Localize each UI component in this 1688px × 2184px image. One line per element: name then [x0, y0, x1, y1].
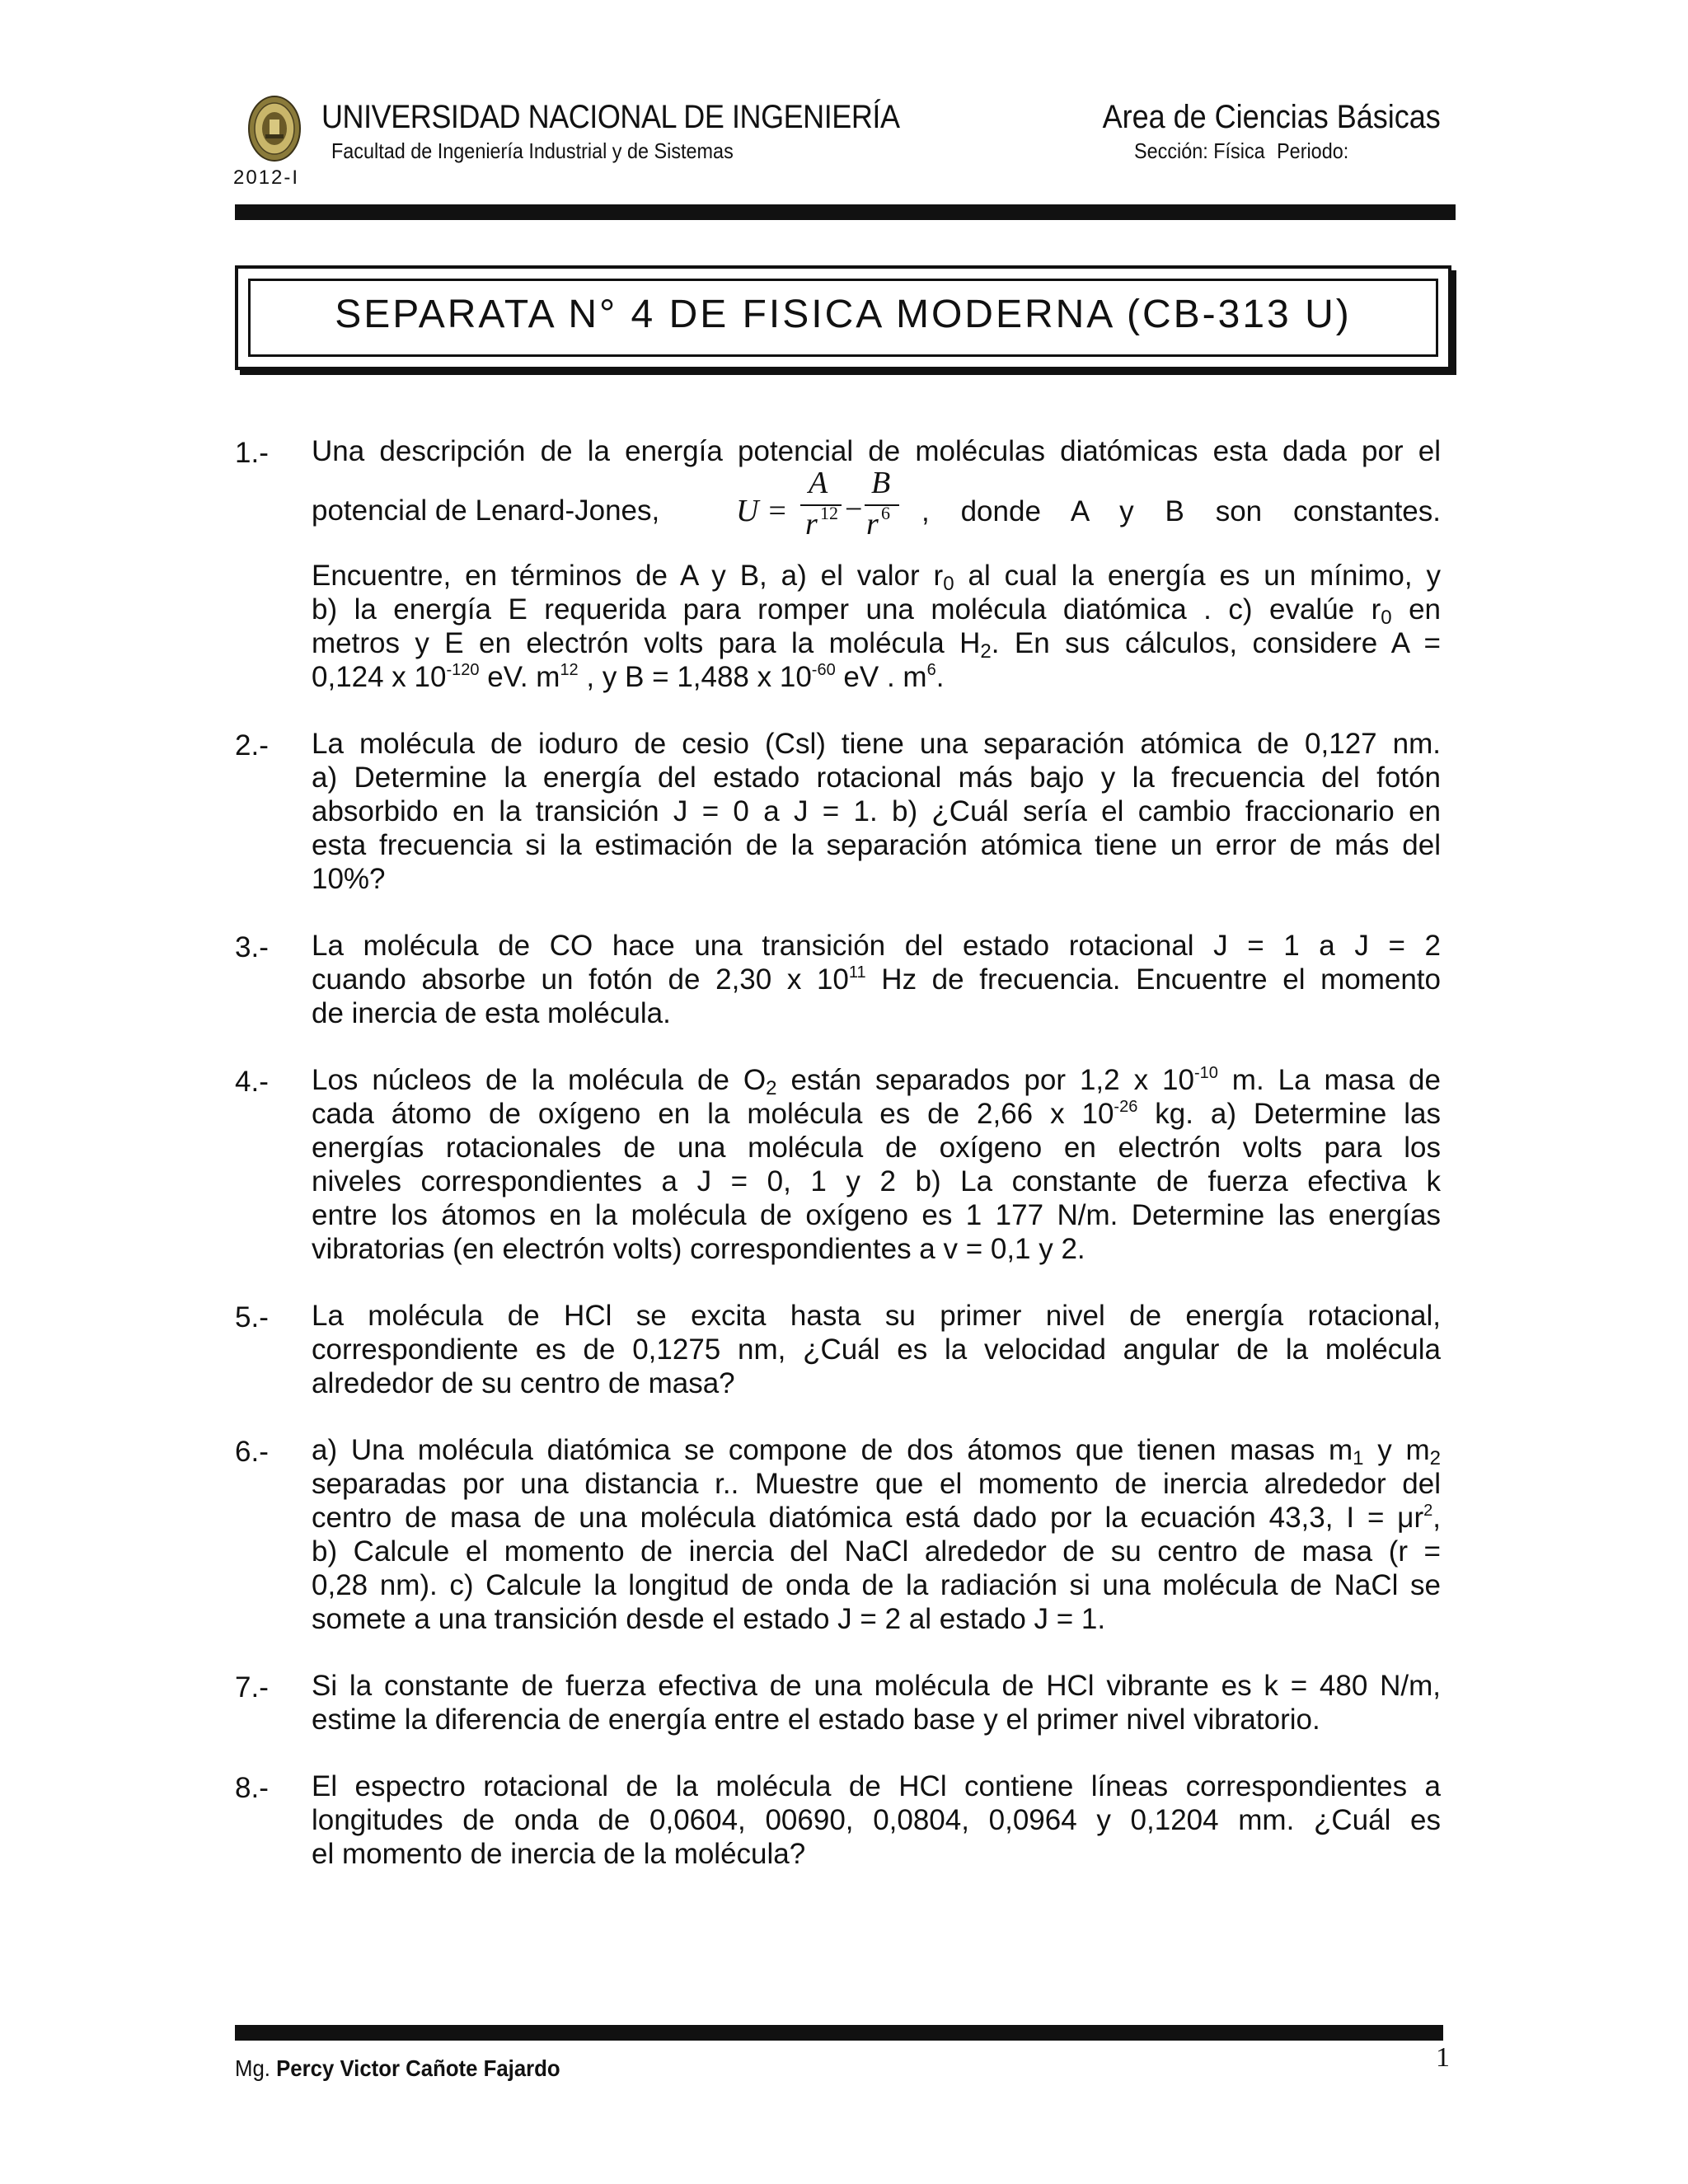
- subscript: 1: [1353, 1447, 1364, 1469]
- problem-6-line-6: somete a una transición desde el estado J = 2 al estado J = 1.: [312, 1603, 1106, 1635]
- problem-number: 3.-: [235, 931, 269, 963]
- problem-4-line-3: energías rotacionales de una molécula de oxígeno en electrón volts para los: [312, 1132, 1441, 1164]
- superscript: -120: [446, 661, 480, 679]
- text-run: cuando absorbe un fotón de 2,30 x 10: [312, 963, 849, 996]
- text-run: metros y E en electrón volts para la molécula H: [312, 627, 981, 659]
- subscript: 2: [1429, 1447, 1441, 1469]
- text-run: , y B = 1,488 x 10: [578, 661, 812, 693]
- problem-4-line-1: [312, 1063, 1441, 1097]
- formula-u: U =: [736, 494, 788, 528]
- superscript: 6: [926, 661, 936, 679]
- superscript: 2: [1423, 1502, 1433, 1520]
- formula-numerator-a: A: [809, 466, 828, 500]
- problem-8-line-2: longitudes de onda de 0,0604, 00690, 0,0804, 0,0964 y 0,1204 mm. ¿Cuál es: [312, 1804, 1441, 1836]
- problem-4-line-2: [312, 1097, 1441, 1131]
- problem-2-line-3: absorbido en la transición J = 0 a J = 1. b) ¿Cuál sería el cambio fraccionario en: [312, 795, 1441, 827]
- problem-7-line-1: Si la constante de fuerza efectiva de una molécula de HCl vibrante es k = 480 N/m,: [312, 1670, 1441, 1702]
- formula-denominator-r2: r: [866, 507, 879, 541]
- problem-8-line-3: el momento de inercia de la molécula?: [312, 1838, 806, 1870]
- text-run: Encuentre, en términos de A y B, a) el valor r: [312, 560, 944, 592]
- lennard-jones-formula: [736, 466, 901, 552]
- text-run: m. La masa de: [1217, 1064, 1441, 1096]
- text-run: a) Una molécula diatómica se compone de dos átomos que tienen masas m: [312, 1434, 1353, 1466]
- superscript: -10: [1193, 1064, 1218, 1082]
- period-label: Periodo:: [1277, 138, 1349, 163]
- title-box: [235, 265, 1451, 370]
- footer-author: [235, 2055, 560, 2082]
- text-run: . En sus cálculos, considere A =: [991, 627, 1441, 659]
- section-name: [1134, 138, 1348, 164]
- problem-2-line-1: La molécula de ioduro de cesio (Csl) tiene una separación atómica de 0,127 nm.: [312, 728, 1441, 760]
- problem-number: 5.-: [235, 1301, 269, 1333]
- problem-3-line-3: de inercia de esta molécula.: [312, 997, 671, 1029]
- formula-minus: −: [845, 492, 863, 527]
- problem-4-line-4: niveles correspondientes a J = 0, 1 y 2 b) La constante de fuerza efectiva k: [312, 1165, 1441, 1197]
- problem-number: 4.-: [235, 1066, 269, 1098]
- problem-6-line-3: [312, 1501, 1441, 1535]
- problem-1-line-4: [312, 593, 1442, 629]
- problem-2-line-4: esta frecuencia si la estimación de la separación atómica tiene un error de más del: [312, 829, 1441, 861]
- text-run: Hz de frecuencia. Encuentre el momento: [865, 963, 1441, 996]
- superscript: 12: [560, 661, 579, 679]
- faculty-name: Facultad de Ingeniería Industrial y de Sistemas: [331, 138, 734, 163]
- problem-1-line-1: Una descripción de la energía potencial de moléculas diatómicas esta dada por el: [312, 435, 1441, 467]
- text-run: b) la energía E requerida para romper una molécula diatómica . c) evalúe r: [312, 593, 1381, 626]
- year-label: 2012-I: [233, 166, 300, 189]
- text-run: 0,124 x 10: [312, 661, 447, 693]
- superscript: -60: [811, 661, 836, 679]
- problem-number: 1.-: [235, 437, 269, 469]
- subscript: 2: [980, 640, 992, 663]
- formula-numerator-b: B: [871, 466, 891, 500]
- author-prefix: Mg.: [235, 2055, 270, 2081]
- problem-4-line-5: entre los átomos en la molécula de oxígeno es 1 177 N/m. Determine las energías: [312, 1199, 1441, 1231]
- problem-8-line-1: El espectro rotacional de la molécula de HCl contiene líneas correspondientes a: [312, 1770, 1441, 1802]
- problem-1-line-5: [312, 626, 1441, 663]
- area-name: Area de Ciencias Básicas: [1102, 99, 1441, 135]
- problem-number: 2.-: [235, 729, 269, 762]
- university-name: UNIVERSIDAD NACIONAL DE INGENIERÍA: [321, 99, 900, 135]
- text-run: al cual la energía es un mínimo, y: [954, 560, 1441, 592]
- text-run: están separados por 1,2 x 10: [776, 1064, 1194, 1096]
- text-run: Los núcleos de la molécula de O: [312, 1064, 767, 1096]
- problem-5-line-1: La molécula de HCl se excita hasta su primer nivel de energía rotacional,: [312, 1300, 1441, 1332]
- problem-number: 7.-: [235, 1671, 269, 1704]
- footer-rule: [235, 2025, 1443, 2041]
- subscript: 0: [1381, 607, 1392, 629]
- text-run: en: [1391, 593, 1442, 626]
- text-run: eV. m: [479, 661, 560, 693]
- page-number: 1: [1436, 2042, 1450, 2073]
- text-run: y m: [1363, 1434, 1430, 1466]
- text-run: ,: [1432, 1502, 1441, 1534]
- problem-2-line-2: a) Determine la energía del estado rotacional más bajo y la frecuencia del fotón: [312, 762, 1441, 794]
- header-rule: [235, 204, 1456, 220]
- section-label: Sección: Física: [1134, 138, 1265, 163]
- problem-1-line-3: [312, 559, 1441, 593]
- author-name: Percy Victor Cañote Fajardo: [276, 2055, 560, 2081]
- subscript: 0: [943, 573, 954, 595]
- problem-5-line-3: alrededor de su centro de masa?: [312, 1367, 735, 1399]
- problem-number: 8.-: [235, 1772, 269, 1804]
- text-run: .: [935, 661, 945, 693]
- problem-1-line-2b: , donde A y B son constantes.: [921, 495, 1441, 527]
- text-run: eV . m: [835, 661, 927, 693]
- problem-6-line-5: 0,28 nm). c) Calcule la longitud de onda de la radiación si una molécula de NaCl se: [312, 1569, 1441, 1601]
- text-run: kg. a) Determine las: [1137, 1098, 1441, 1130]
- problem-6-line-1: [312, 1433, 1441, 1467]
- formula-exponent-6: 6: [881, 503, 890, 523]
- university-seal-icon: [247, 95, 302, 162]
- problem-5-line-2: correspondiente es de 0,1275 nm, ¿Cuál es la velocidad angular de la molécula: [312, 1333, 1441, 1366]
- page-title: SEPARATA N° 4 DE FISICA MODERNA (CB-313 U): [335, 293, 1352, 336]
- problem-3-line-1: La molécula de CO hace una transición del estado rotacional J = 1 a J = 2: [312, 930, 1441, 962]
- text-run: cada átomo de oxígeno en la molécula es de 2,66 x 10: [312, 1098, 1114, 1130]
- problem-3-line-2: [312, 963, 1441, 996]
- formula-denominator-r1: r: [805, 507, 818, 541]
- problem-2-line-5: 10%?: [312, 863, 386, 895]
- formula-exponent-12: 12: [820, 503, 838, 523]
- text-run: centro de masa de una molécula diatómica está dado por la ecuación 43,3, I = μr: [312, 1502, 1424, 1534]
- superscript: 11: [848, 963, 866, 982]
- problem-6-line-4: b) Calcule el momento de inercia del NaCl alrededor de su centro de masa (r =: [312, 1535, 1441, 1568]
- problem-number: 6.-: [235, 1436, 269, 1468]
- problem-4-line-6: vibratorias (en electrón volts) correspondientes a v = 0,1 y 2.: [312, 1233, 1085, 1265]
- problem-1-line-6: [312, 660, 1441, 694]
- problem-7-line-2: estime la diferencia de energía entre el estado base y el primer nivel vibratorio.: [312, 1704, 1320, 1736]
- problem-1-line-2a: potencial de Lenard-Jones,: [312, 494, 660, 527]
- problem-6-line-2: separadas por una distancia r.. Muestre que el momento de inercia alrededor del: [312, 1468, 1441, 1500]
- superscript: -26: [1114, 1098, 1138, 1116]
- subscript: 2: [766, 1077, 777, 1099]
